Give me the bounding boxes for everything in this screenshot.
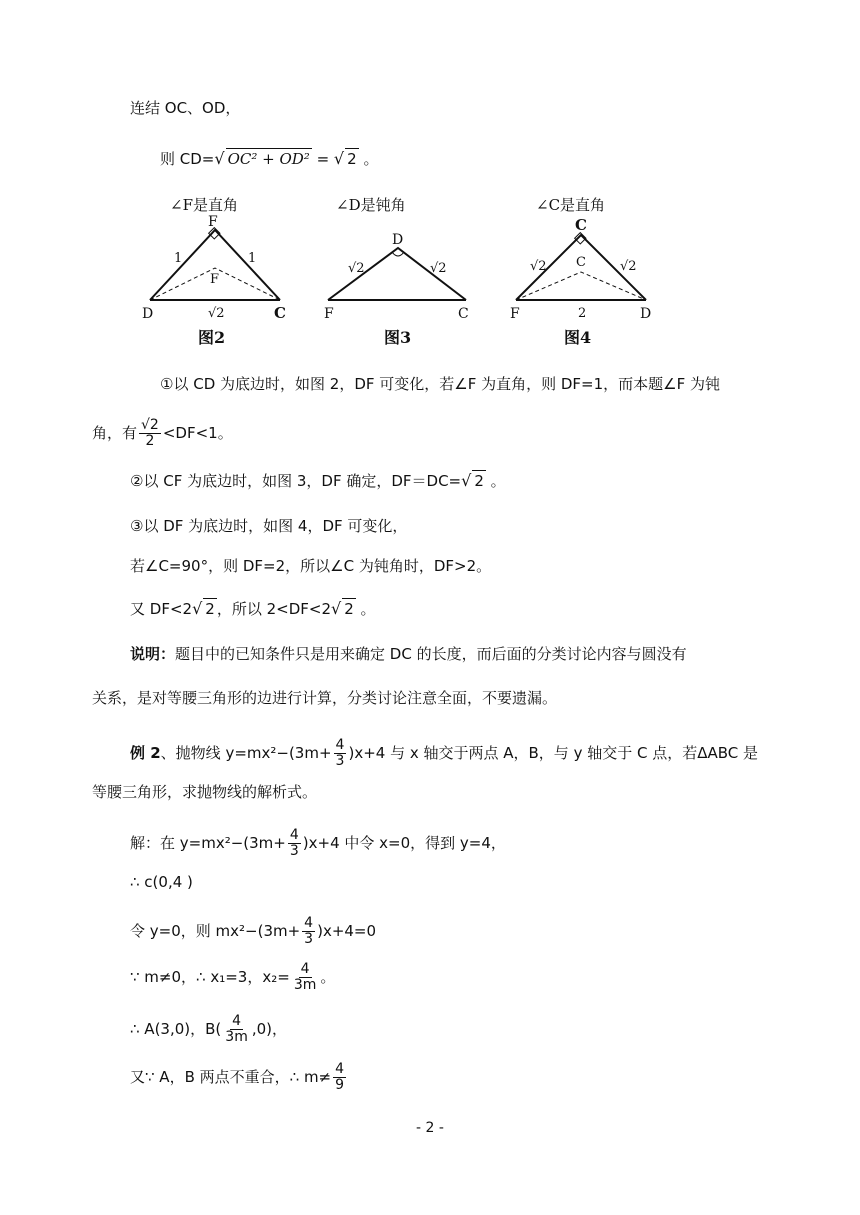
radicand: 2 bbox=[347, 150, 357, 168]
svg-text:2: 2 bbox=[578, 306, 587, 321]
svg-text:1: 1 bbox=[248, 251, 257, 266]
text-line: ③以 DF 为底边时，如图 4，DF 可变化， bbox=[130, 517, 408, 535]
text-line: ∵ m≠0，∴ x₁=3，x₂= $\frac{4}{3m}$ 。 bbox=[130, 961, 336, 993]
example-label: 例 2 bbox=[130, 744, 161, 762]
fraction: $\frac{√2}{2}$ bbox=[141, 417, 159, 449]
text-line: ∴ A(3,0)，B( $\frac{4}{3m}$ ,0)， bbox=[130, 1013, 287, 1045]
figure-3 bbox=[318, 190, 478, 354]
svg-text:F: F bbox=[210, 272, 220, 287]
svg-text:C: C bbox=[575, 216, 587, 234]
svg-text:D: D bbox=[640, 306, 652, 322]
svg-text:D: D bbox=[142, 306, 154, 322]
svg-text:1: 1 bbox=[174, 251, 183, 266]
text-line bbox=[92, 418, 233, 449]
radical-sign: √ bbox=[214, 149, 225, 168]
text-line: 解：在 y=mx²−(3m+ $\frac{4}{3}$ )x+4 中令 x=0，得到 y=4， bbox=[130, 827, 506, 859]
svg-text:图2: 图2 bbox=[198, 328, 226, 347]
formula-cd bbox=[160, 148, 378, 169]
figure-4 bbox=[506, 190, 666, 354]
svg-text:F: F bbox=[510, 306, 520, 322]
figure-2 bbox=[140, 190, 300, 354]
note-label: 说明： bbox=[130, 645, 176, 663]
svg-text:图4: 图4 bbox=[564, 328, 592, 347]
svg-text:C: C bbox=[576, 255, 586, 270]
svg-text:∠C是直角: ∠C是直角 bbox=[536, 196, 606, 214]
text-fragment: 则 CD= bbox=[160, 150, 215, 168]
page-number: - 2 - bbox=[416, 1120, 444, 1136]
svg-text:C: C bbox=[274, 304, 286, 322]
text-line: 关系，是对等腰三角形的边进行计算，分类讨论注意全面，不要遗漏。 bbox=[92, 689, 558, 707]
svg-text:∠D是钝角: ∠D是钝角 bbox=[336, 196, 406, 214]
text-fragment: <DF<1。 bbox=[162, 424, 233, 442]
svg-text:√2: √2 bbox=[208, 306, 225, 321]
svg-text:√2: √2 bbox=[530, 259, 547, 274]
figure-title: ∠F是直角 bbox=[170, 196, 238, 214]
text-line: 连结 OC、OD， bbox=[130, 99, 241, 117]
svg-text:√2: √2 bbox=[620, 259, 637, 274]
text-fragment: 角，有 bbox=[92, 424, 138, 442]
svg-text:D: D bbox=[392, 232, 404, 248]
text-line: 例 2、抛物线 y=mx²−(3m+ $\frac{4}{3}$ )x+4 与 x 轴交于两点 A，B，与 y 轴交于 C 点，若ΔABC 是 bbox=[130, 737, 759, 769]
svg-text:F: F bbox=[208, 214, 218, 230]
text-line: ∴ c(0,4 ) bbox=[130, 873, 193, 891]
text-line: 等腰三角形，求抛物线的解析式。 bbox=[92, 783, 318, 801]
text-line: 令 y=0，则 mx²−(3m+ $\frac{4}{3}$ )x+4=0 bbox=[130, 915, 377, 947]
svg-text:C: C bbox=[458, 306, 469, 322]
text-line: ①以 CD 为底边时，如图 2，DF 可变化，若∠F 为直角，则 DF=1，而本题∠F 为钝 bbox=[160, 375, 721, 393]
radical-sign: √ bbox=[333, 149, 345, 168]
svg-text:图3: 图3 bbox=[384, 328, 412, 347]
text-line: 又∵ A，B 两点不重合，∴ m≠ $\frac{4}{9}$ bbox=[130, 1061, 345, 1093]
svg-text:√2: √2 bbox=[430, 261, 447, 276]
text-fragment: 。 bbox=[358, 150, 379, 168]
text-line: 又 DF<2√ 2 ，所以 2<DF<2√ 2 。 bbox=[130, 599, 376, 618]
text-fragment: = bbox=[311, 150, 334, 168]
text-line: ②以 CF 为底边时，如图 3，DF 确定，DF＝DC=√ 2 。 bbox=[130, 471, 506, 490]
radicand: OC² + OD² bbox=[227, 150, 310, 168]
text-line: 若∠C=90°，则 DF=2，所以∠C 为钝角时，DF>2。 bbox=[130, 557, 492, 575]
svg-text:F: F bbox=[324, 306, 334, 322]
svg-text:√2: √2 bbox=[348, 261, 365, 276]
text-line: 说明：题目中的已知条件只是用来确定 DC 的长度，而后面的分类讨论内容与圆没有 bbox=[130, 645, 687, 663]
